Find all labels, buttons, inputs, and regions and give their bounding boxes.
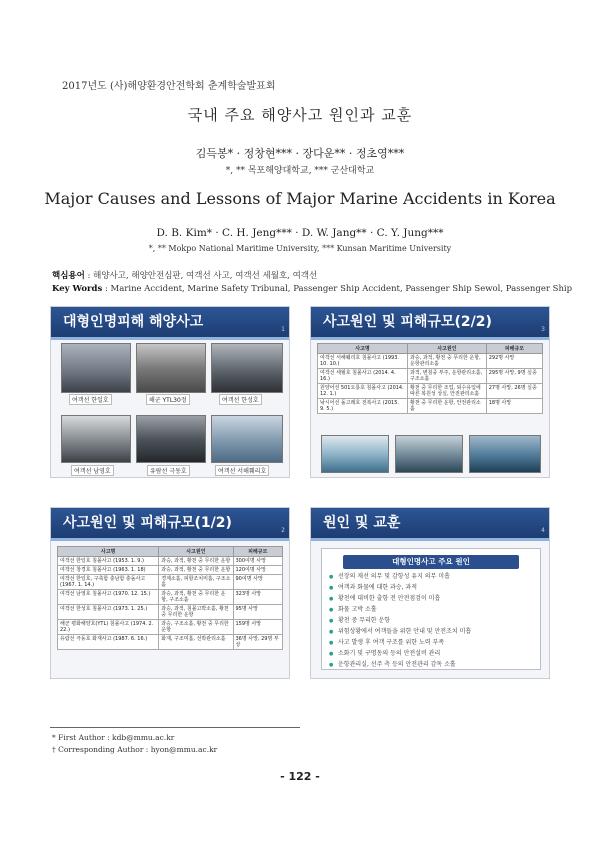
lesson-item: ● 황천에 대비한 출항 전 안전점검이 미흡 bbox=[322, 595, 540, 603]
keywords-korean-text: : 해양사고, 해양안전심판, 여객선 사고, 여객선 세월호, 여객선 bbox=[84, 271, 318, 281]
keywords-english bbox=[52, 284, 572, 294]
slide-causes-damage-2 bbox=[310, 306, 550, 478]
table-cell: 경계소홀, 피항조치미흡, 구조소홀 bbox=[159, 575, 233, 590]
caption-hansung: 여객선 한성호 bbox=[219, 394, 262, 405]
table-cell: 18명 사망 bbox=[486, 399, 542, 414]
table-cell: 여객선 세월호 침몰사고 (2014. 4. 16.) bbox=[318, 369, 408, 384]
column-header: 사고원인 bbox=[408, 344, 487, 354]
footnote-first-author: * First Author : kdb@mmu.ac.kr bbox=[52, 733, 175, 742]
table-cell: 159명 사망 bbox=[233, 620, 283, 635]
caption-kukdong: 유람선 극동호 bbox=[147, 465, 190, 476]
keywords-english-text: : Marine Accident, Marine Safety Tribunal, Passenger Ship Accident, Passenger Ship Sewol, Passenger Ship bbox=[102, 284, 573, 294]
table-row bbox=[318, 384, 543, 399]
table-cell: 과승, 과적, 황천 중 무리한 운항 bbox=[159, 566, 233, 575]
lesson-item: ● 화물 고박 소홀 bbox=[322, 606, 540, 614]
table-cell: 황천 중 무리한 조업, 퇴수유입에 따른 복원성 상실, 안전관리소홀 bbox=[408, 384, 487, 399]
lessons-box-title: 대형인명사고 주요 원인 bbox=[343, 555, 519, 569]
table-cell: 120여명 사망 bbox=[233, 566, 283, 575]
table-cell: 여객선 한일호, 구축함 충남함 충돌사고 (1967. 1. 14.) bbox=[58, 575, 159, 590]
table-cell: 원양어선 501오룡호 침몰사고 (2014. 12. 1.) bbox=[318, 384, 408, 399]
slide-causes-damage-1 bbox=[50, 507, 290, 679]
photo-dolgorae bbox=[469, 435, 541, 473]
slide-1-header bbox=[51, 307, 289, 337]
photo-hansung bbox=[211, 343, 283, 393]
lesson-item: ● 선장의 재선 의무 및 감항성 유지 의무 미흡 bbox=[322, 573, 540, 581]
keywords-english-label: Key Words bbox=[52, 284, 103, 294]
lesson-item: ● 여객과 화물에 대한 과승, 과적 bbox=[322, 584, 540, 592]
table-cell: 유람선 극동호 화재사고 (1987. 6. 16.) bbox=[58, 635, 159, 650]
authors-english: D. B. Kim* · C. H. Jeng*** · D. W. Jang** · C. Y. Jung*** bbox=[156, 227, 444, 239]
lesson-item: ● 소화기 및 구명동의 등의 안전설비 관리 bbox=[322, 650, 540, 658]
table-cell: 낚시어선 돌고래호 전복사고 (2015. 9. 5.) bbox=[318, 399, 408, 414]
table-cell: 여객선 창경호 침몰사고 (1963. 1. 18) bbox=[58, 566, 159, 575]
table-row bbox=[58, 635, 283, 650]
table-row bbox=[318, 369, 543, 384]
photo-seohae-ferry bbox=[211, 415, 283, 463]
lesson-item: ● 황천 중 무리한 운항 bbox=[322, 617, 540, 625]
table-cell: 과승, 과적, 황천 중 무리한 운항, 구조소홀 bbox=[159, 590, 233, 605]
column-header: 사고명 bbox=[58, 547, 159, 557]
photo-namyoung bbox=[61, 415, 131, 463]
table-cell: 295명 사망, 9명 실종 bbox=[486, 369, 542, 384]
keywords-korean bbox=[52, 269, 317, 281]
table-cell: 300여명 사망 bbox=[233, 557, 283, 566]
table-cell: 여객선 남영호 침몰사고 (1970. 12. 15.) bbox=[58, 590, 159, 605]
table-cell: 화재, 구조미흡, 선박관리소홀 bbox=[159, 635, 233, 650]
conference-header: 2017년도 (사)해양환경안전학회 춘계학술발표회 bbox=[62, 81, 276, 92]
footnote-corresponding-author: † Corresponding Author : hyon@mmu.ac.kr bbox=[52, 745, 218, 754]
slide-2-header bbox=[51, 508, 289, 538]
column-header: 피해규모 bbox=[486, 344, 542, 354]
table-cell: 90여명 사망 bbox=[233, 575, 283, 590]
paper-title-korean: 국내 주요 해양사고 원인과 교훈 bbox=[187, 106, 413, 124]
photo-hanil bbox=[61, 343, 131, 393]
table-cell: 여객선 서해훼리호 침몰사고 (1993. 10. 10.) bbox=[318, 354, 408, 369]
table-cell: 해군 평화해양호(YTL) 침몰사고 (1974. 2. 22.) bbox=[58, 620, 159, 635]
lesson-item: ● 사고 발생 후 여객 구조를 위한 노력 부족 bbox=[322, 639, 540, 647]
caption-ytl30: 해군 YTL30정 bbox=[146, 394, 190, 405]
slide-4-number: 4 bbox=[541, 527, 545, 534]
table-row bbox=[58, 605, 283, 620]
slide-3-header bbox=[311, 307, 549, 337]
slide-marine-accidents-photos bbox=[50, 306, 290, 478]
caption-seohae-ferry: 여객선 서해훼리호 bbox=[215, 465, 269, 476]
column-header: 피해규모 bbox=[233, 547, 283, 557]
table-cell: 황천 중 무리한 운항, 안전관리소홀 bbox=[408, 399, 487, 414]
slide-3-table bbox=[317, 343, 543, 414]
table-cell: 323명 사망 bbox=[233, 590, 283, 605]
table-row bbox=[58, 557, 283, 566]
table-row bbox=[58, 566, 283, 575]
table-cell: 여객선 한일호 침몰사고 (1953. 1. 9.) bbox=[58, 557, 159, 566]
column-header: 사고명 bbox=[318, 344, 408, 354]
table-cell: 95명 사망 bbox=[233, 605, 283, 620]
slide-1-number: 1 bbox=[281, 326, 285, 333]
slide-causes-lessons bbox=[310, 507, 550, 679]
caption-namyoung: 여객선 남영호 bbox=[71, 465, 114, 476]
photo-kukdong bbox=[136, 415, 206, 463]
footnote-divider bbox=[50, 727, 300, 728]
slide-3-number: 3 bbox=[541, 326, 545, 333]
photo-ytl30 bbox=[136, 343, 206, 393]
slide-4-header bbox=[311, 508, 549, 538]
table-cell: 과승, 과적, 황천 중 무리한 운항 bbox=[159, 557, 233, 566]
table-cell: 36명 사망, 29명 부상 bbox=[233, 635, 283, 650]
table-row bbox=[58, 575, 283, 590]
slide-2-title: 사고원인 및 피해규모(1/2) bbox=[63, 515, 232, 531]
affiliations-english: *, ** Mokpo National Maritime University, *** Kunsan Maritime University bbox=[148, 244, 452, 253]
table-row bbox=[318, 399, 543, 414]
slide-1-title: 대형인명피해 해양사고 bbox=[63, 314, 204, 330]
table-cell: 292명 사망 bbox=[486, 354, 542, 369]
affiliations-korean: *, ** 목포해양대학교, *** 군산대학교 bbox=[225, 166, 375, 176]
table-cell: 27명 사망, 26명 실종 bbox=[486, 384, 542, 399]
photo-oryong bbox=[395, 435, 463, 473]
table-row bbox=[58, 620, 283, 635]
lessons-box bbox=[321, 548, 541, 670]
caption-hanil: 여객선 한일호 bbox=[69, 394, 112, 405]
slide-4-title: 원인 및 교훈 bbox=[323, 515, 401, 531]
table-row bbox=[318, 354, 543, 369]
table-cell: 과적, 변침중 부주, 운항관리소홀, 구조소홀 bbox=[408, 369, 487, 384]
lesson-item: ● 운항관리실, 선주 측 등의 안전관리 감독 소홀 bbox=[322, 661, 540, 669]
slide-3-title: 사고원인 및 피해규모(2/2) bbox=[323, 314, 492, 330]
table-cell: 과승, 구조소홀, 황천 중 무리한 운항 bbox=[159, 620, 233, 635]
table-cell: 여객선 한성호 침몰사고 (1973. 1. 25.) bbox=[58, 605, 159, 620]
column-header: 사고원인 bbox=[159, 547, 233, 557]
paper-title-english: Major Causes and Lessons of Major Marine Accidents in Korea bbox=[44, 189, 556, 208]
slide-2-table bbox=[57, 546, 283, 650]
page-number: - 122 - bbox=[280, 770, 320, 783]
table-cell: 과승, 과적, 황천 중 무리한 운항, 운항관리소홀 bbox=[408, 354, 487, 369]
slide-2-number: 2 bbox=[281, 527, 285, 534]
photo-sewol bbox=[321, 435, 389, 473]
keywords-korean-label: 핵심용어 bbox=[52, 271, 85, 281]
lesson-item: ● 위험상황에서 여객들을 위한 안내 및 안전조치 미흡 bbox=[322, 628, 540, 636]
table-cell: 과승, 과적, 침몰고박소홀, 황천 중 무리한 운항 bbox=[159, 605, 233, 620]
authors-korean: 김득봉* · 정창현*** · 장다운** · 정초영*** bbox=[195, 147, 405, 160]
table-row bbox=[58, 590, 283, 605]
